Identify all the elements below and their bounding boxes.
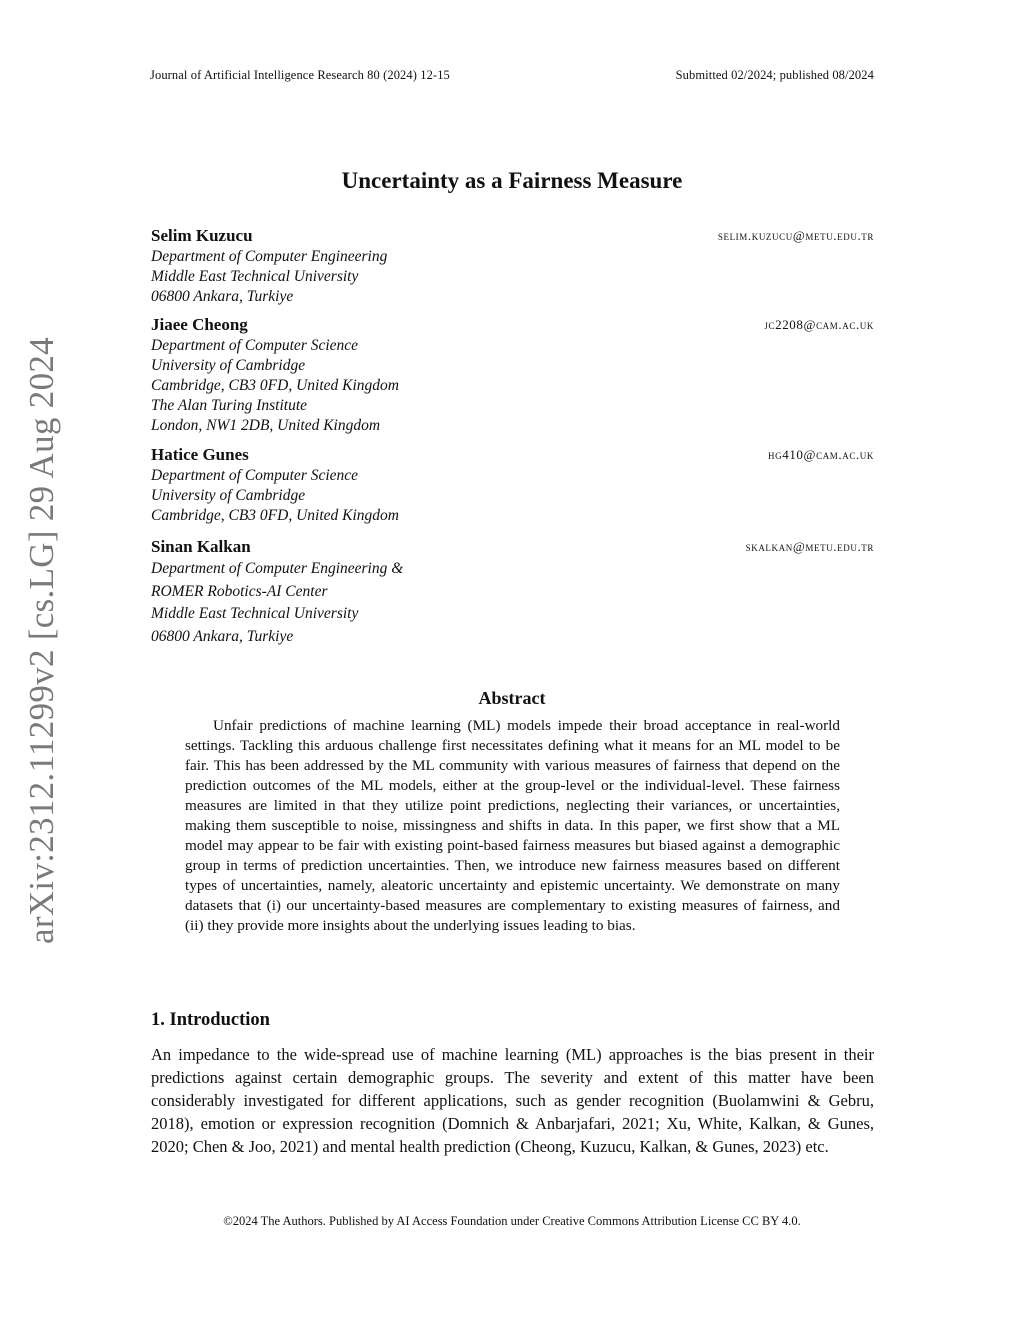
author-email[interactable]: skalkan@metu.edu.tr: [745, 539, 874, 554]
running-head-journal: Journal of Artificial Intelligence Research 80 (2024) 12-15: [150, 68, 450, 82]
paper-title: Uncertainty as a Fairness Measure: [341, 168, 683, 193]
introduction-paragraph: An impedance to the wide-spread use of machine learning (ML) approaches is the bias present in their predictions against certain demographic groups. The severity and extent of this matter have been considerably investigated for different applications, such as gender recognition (Buolamwini & Gebru, 2018), emotion or expression recognition (Domnich & Anbarjafari, 2021; Xu, White, Kalkan, & Gunes, 2020; Chen & Joo, 2021) and mental health prediction (Cheong, Kuzucu, Kalkan, & Gunes, 2023) etc.: [151, 1045, 874, 1156]
affiliation-line: Middle East Technical University: [151, 268, 359, 285]
affiliation-line: The Alan Turing Institute: [151, 397, 308, 414]
affiliation-line: Department of Computer Engineering &: [151, 560, 404, 577]
affiliation-line: ROMER Robotics-AI Center: [151, 582, 328, 600]
affiliation-line: Cambridge, CB3 0FD, United Kingdom: [151, 507, 399, 524]
license-footer: ©2024 The Authors. Published by AI Access Foundation under Creative Commons Attribution License CC BY 4.0.: [223, 1214, 801, 1228]
running-head-dates: Submitted 02/2024; published 08/2024: [675, 68, 874, 82]
affiliation-line: University of Cambridge: [151, 487, 306, 504]
affiliation-line: Department of Computer Science: [151, 337, 359, 354]
affiliation-line: Department of Computer Engineering: [151, 248, 388, 265]
author-name: Jiaee Cheong: [151, 315, 248, 334]
author-block: [151, 536, 874, 648]
author-email[interactable]: selim.kuzucu@metu.edu.tr: [717, 228, 874, 243]
abstract-text: Unfair predictions of machine learning (ML) models impede their broad acceptance in real-world settings. Tackling this arduous challenge first necessitates defining what it means for an ML model to be fair. This has been addressed by the ML community with various measures of fairness that depend on the prediction outcomes of the ML models, either at the group-level or the individual-level. These fairness measures are limited in that they utilize point predictions, neglecting their variances, or uncertainties, making them susceptible to noise, missingness and shifts in data. In this paper, we first show that a ML model may appear to be fair with existing point-based fairness measures but biased against a demographic group in terms of prediction uncertainties. Then, we introduce new fairness measures based on different types of uncertainties, namely, aleatoric uncertainty and epistemic uncertainty. We demonstrate on many datasets that (i) our uncertainty-based measures are complementary to existing measures of fairness, and (ii) they provide more insights about the underlying issues leading to bias.: [185, 717, 840, 934]
affiliation-line: Middle East Technical University: [151, 605, 359, 622]
author-name: Selim Kuzucu: [151, 226, 253, 245]
author-name: Sinan Kalkan: [151, 537, 251, 556]
author-name: Hatice Gunes: [151, 445, 249, 464]
author-email[interactable]: jc2208@cam.ac.uk: [764, 317, 874, 332]
affiliation-line: 06800 Ankara, Turkiye: [151, 627, 294, 645]
affiliation-line: London, NW1 2DB, United Kingdom: [151, 417, 381, 434]
arxiv-stamp: arXiv:2312.11299v2 [cs.LG] 29 Aug 2024: [22, 337, 61, 944]
affiliation-line: 06800 Ankara, Turkiye: [151, 288, 294, 305]
author-block: [151, 225, 874, 307]
section-heading-introduction: 1. Introduction: [151, 1010, 270, 1030]
abstract-heading: Abstract: [478, 688, 546, 708]
author-block: [151, 314, 874, 436]
affiliation-line: Department of Computer Science: [151, 467, 359, 484]
affiliation-line: University of Cambridge: [151, 357, 306, 374]
author-block: [151, 444, 874, 526]
author-email[interactable]: hg410@cam.ac.uk: [768, 447, 874, 462]
affiliation-line: Cambridge, CB3 0FD, United Kingdom: [151, 377, 399, 394]
